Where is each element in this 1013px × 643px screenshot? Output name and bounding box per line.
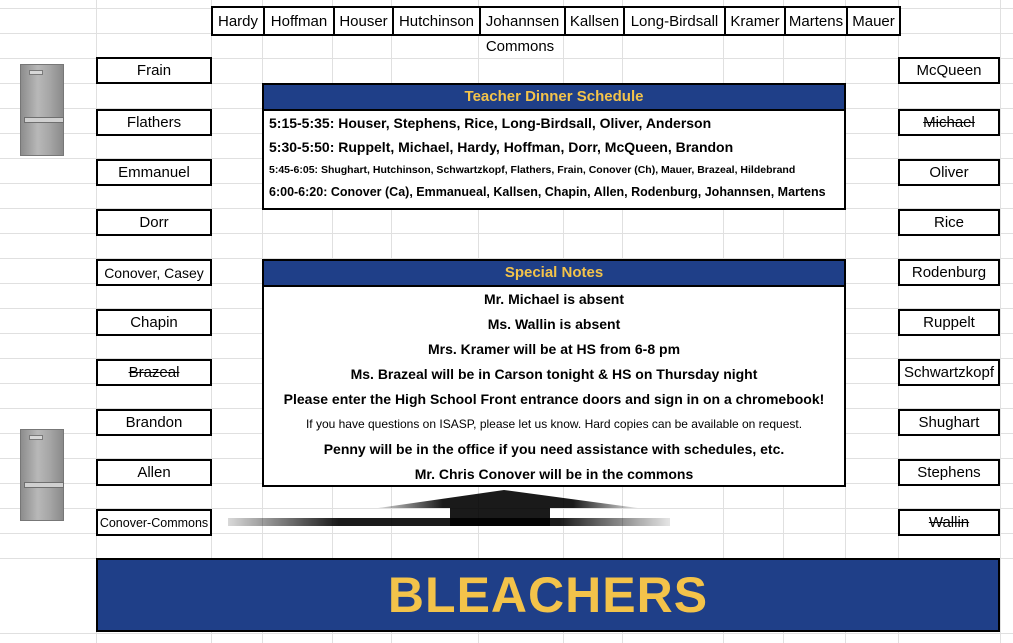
left-name-box[interactable]: Dorr [96,209,212,236]
right-name-box[interactable]: Wallin [898,509,1000,536]
schedule-line[interactable]: 5:30-5:50: Ruppelt, Michael, Hardy, Hoffman, Dorr, McQueen, Brandon [269,139,734,155]
note-line[interactable]: Ms. Wallin is absent [487,316,621,332]
top-name-cell[interactable]: Houser [335,8,394,34]
left-name-box[interactable]: Chapin [96,309,212,336]
dinner-schedule-title: Teacher Dinner Schedule [264,85,844,111]
special-notes-title: Special Notes [264,261,844,287]
top-name-cell[interactable]: Hardy [213,8,265,34]
right-name-box[interactable]: Shughart [898,409,1000,436]
note-line[interactable]: Mrs. Kramer will be at HS from 6-8 pm [427,341,681,357]
right-name-box[interactable]: Rice [898,209,1000,236]
right-name-box[interactable]: Rodenburg [898,259,1000,286]
left-name-box[interactable]: Emmanuel [96,159,212,186]
note-line[interactable]: Penny will be in the office if you need assistance with schedules, etc. [323,441,785,457]
right-name-box[interactable]: Ruppelt [898,309,1000,336]
commons-label: Commons [485,38,555,55]
schedule-line[interactable]: 5:15-5:35: Houser, Stephens, Rice, Long-Birdsall, Oliver, Anderson [269,115,712,131]
left-name-box[interactable]: Conover, Casey [96,259,212,286]
right-name-box[interactable]: Schwartzkopf [898,359,1000,386]
bleachers-label: BLEACHERS [387,567,709,623]
bleachers-banner [96,558,1000,632]
right-name-box[interactable]: Michael [898,109,1000,136]
note-line[interactable]: If you have questions on ISASP, please let us know. Hard copies can be available on request. [305,417,803,431]
top-name-cell[interactable]: Kallsen [566,8,625,34]
schedule-line[interactable]: 6:00-6:20: Conover (Ca), Emmanueal, Kallsen, Chapin, Allen, Rodenburg, Johannsen, Martens [269,185,826,199]
right-name-box[interactable]: McQueen [898,57,1000,84]
left-name-box[interactable]: Frain [96,57,212,84]
note-line[interactable]: Mr. Chris Conover will be in the commons [414,466,694,482]
top-name-cell[interactable]: Hutchinson [394,8,481,34]
dinner-schedule-panel [262,83,846,210]
note-line[interactable]: Ms. Brazeal will be in Carson tonight & HS on Thursday night [350,366,758,382]
entrance-arrow-icon [228,488,670,532]
top-name-cell[interactable]: Johannsen [481,8,566,34]
top-name-cell[interactable]: Mauer [852,12,895,30]
left-name-box[interactable]: Brandon [96,409,212,436]
left-name-box[interactable]: Flathers [96,109,212,136]
right-name-box[interactable]: Stephens [898,459,1000,486]
top-name-cell[interactable]: Long-Birdsall [625,8,726,34]
top-name-cell[interactable]: Martens [786,8,848,34]
top-names-row [211,6,901,36]
special-notes-panel [262,259,846,487]
door-icon [20,429,64,521]
left-name-box[interactable]: Allen [96,459,212,486]
top-name-cell[interactable]: Kramer [726,8,786,34]
note-line[interactable]: Please enter the High School Front entrance doors and sign in on a chromebook! [283,391,825,407]
left-name-box[interactable]: Conover-Commons [96,509,212,536]
schedule-line[interactable]: 5:45-6:05: Shughart, Hutchinson, Schwartzkopf, Flathers, Frain, Conover (Ch), Mauer, Brazeal, Hildebrand [269,164,796,176]
right-name-box[interactable]: Oliver [898,159,1000,186]
top-name-cell[interactable]: Hoffman [265,8,335,34]
left-name-box[interactable]: Brazeal [96,359,212,386]
note-line[interactable]: Mr. Michael is absent [483,291,625,307]
door-icon [20,64,64,156]
